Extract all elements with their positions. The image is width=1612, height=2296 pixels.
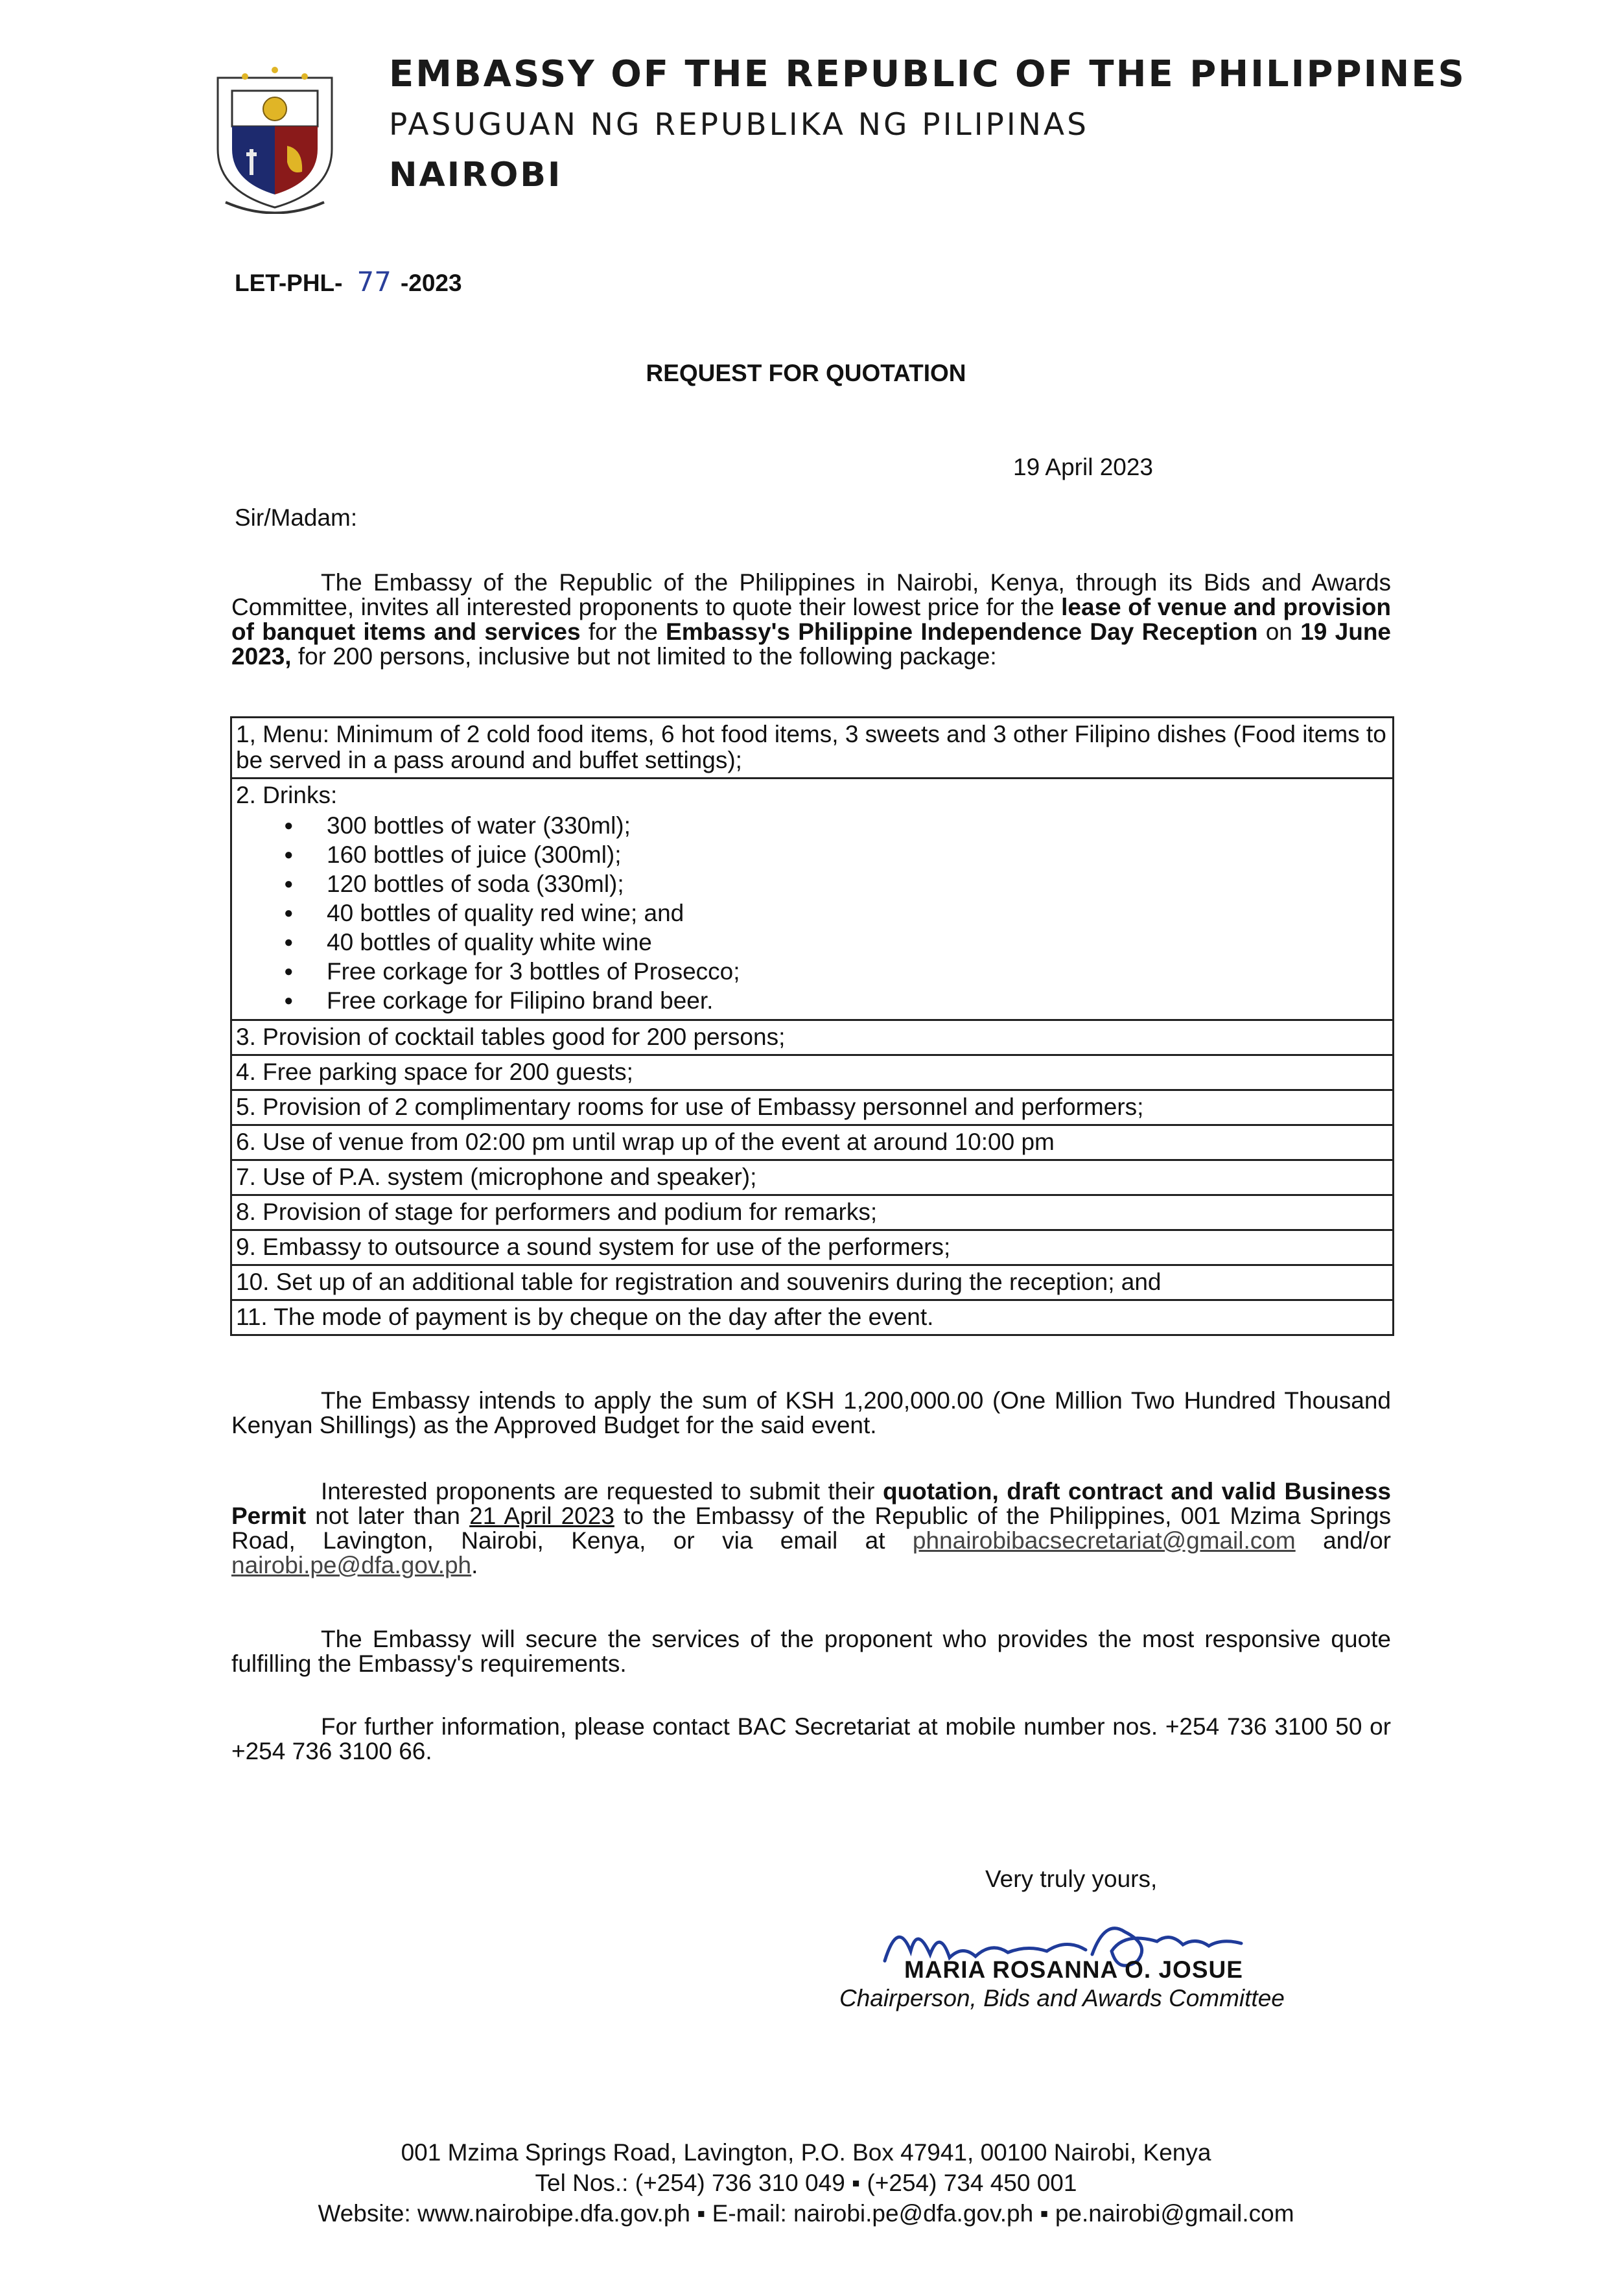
table-row (231, 1125, 1394, 1160)
document-title: REQUEST FOR QUOTATION (646, 360, 966, 386)
list-item: ● 120 bottles of soda (330ml); (327, 869, 1388, 898)
table-row (231, 1230, 1394, 1265)
drinks-list (236, 811, 1388, 1015)
budget-paragraph: The Embassy intends to apply the sum of KSH 1,200,000.00 (One Million Two Hundred Thousand Kenyan Shillings) as the Approved Budget for the said event. (231, 1387, 1391, 1438)
embassy-name-filipino: PASUGUAN NG REPUBLIKA NG PILIPINAS (389, 107, 1089, 143)
letter-date: 19 April 2023 (1013, 454, 1154, 480)
item-4: 4. Free parking space for 200 guests; (231, 1055, 1394, 1090)
secure-paragraph: The Embassy will secure the services of the proponent who provides the most responsive quote fulfilling the Embassy's requirements. (231, 1626, 1391, 1677)
package-items-table (230, 716, 1394, 1336)
list-item: ● 40 bottles of quality red wine; and (327, 898, 1388, 928)
list-item: ● 40 bottles of quality white wine (327, 928, 1388, 957)
item-11: 11. The mode of payment is by cheque on the day after the event. (231, 1300, 1394, 1335)
submission-paragraph: Interested proponents are requested to submit their quotation, draft contract and valid Business Permit not later than 21 April 2023 to the Embassy of the Republic of the Philippines, 001 Mzima Springs Road, Lavington, Nairobi, Kenya, or via email at phnairobibacsecretariat@gmail.com and/or nairobi.pe@dfa.gov.ph. (231, 1478, 1391, 1578)
submission-deadline: 21 April 2023 (469, 1503, 614, 1529)
reference-suffix: -2023 (400, 270, 462, 296)
drinks-item (231, 779, 1394, 1020)
footer-address: 001 Mzima Springs Road, Lavington, P.O. Box 47941, 00100 Nairobi, Kenya (401, 2139, 1211, 2166)
item-9: 9. Embassy to outsource a sound system for use of the performers; (231, 1230, 1394, 1265)
bac-email-link[interactable]: phnairobibacsecretariat@gmail.com (912, 1527, 1296, 1554)
reference-number: 77 (356, 266, 391, 298)
table-row (231, 1265, 1394, 1300)
item-7: 7. Use of P.A. system (microphone and speaker); (231, 1160, 1394, 1195)
embassy-name-english: EMBASSY OF THE REPUBLIC OF THE PHILIPPINES (389, 53, 1466, 95)
table-row (231, 1195, 1394, 1230)
footer-website-email: Website: www.nairobipe.dfa.gov.ph ▪ E-mail: nairobi.pe@dfa.gov.ph ▪ pe.nairobi@gmail.com (318, 2200, 1294, 2227)
drinks-heading: 2. Drinks: (236, 782, 338, 808)
item-10: 10. Set up of an additional table for registration and souvenirs during the reception; and (231, 1265, 1394, 1300)
item-3: 3. Provision of cocktail tables good for 200 persons; (231, 1020, 1394, 1055)
table-row (231, 1020, 1394, 1055)
table-row (231, 1055, 1394, 1090)
list-item: ● 300 bottles of water (330ml); (327, 811, 1388, 840)
table-row (231, 1090, 1394, 1125)
reference-prefix: LET-PHL- (235, 270, 343, 296)
signatory-position: Chairperson, Bids and Awards Committee (839, 1985, 1285, 2011)
table-row (231, 1300, 1394, 1335)
list-item: ● 160 bottles of juice (300ml); (327, 840, 1388, 869)
table-row (231, 718, 1394, 779)
closing: Very truly yours, (985, 1866, 1158, 1892)
salutation: Sir/Madam: (235, 504, 358, 531)
table-row (231, 1160, 1394, 1195)
list-item: ● Free corkage for 3 bottles of Prosecco; (327, 957, 1388, 986)
contact-paragraph: For further information, please contact BAC Secretariat at mobile number nos. +254 736 3100 50 or +254 736 3100 66. (231, 1713, 1391, 1764)
list-item: ● Free corkage for Filipino brand beer. (327, 986, 1388, 1015)
embassy-email-link[interactable]: nairobi.pe@dfa.gov.ph (231, 1552, 472, 1578)
footer-telephone: Tel Nos.: (+254) 736 310 049 ▪ (+254) 734 450 001 (535, 2170, 1077, 2196)
embassy-city: NAIROBI (389, 156, 563, 194)
item-6: 6. Use of venue from 02:00 pm until wrap up of the event at around 10:00 pm (231, 1125, 1394, 1160)
table-row (231, 779, 1394, 1020)
letter-reference (235, 266, 462, 298)
philippine-seal-icon (206, 52, 344, 214)
intro-paragraph: The Embassy of the Republic of the Philippines in Nairobi, Kenya, through its Bids and Awards Committee, invites all interested proponents to quote their lowest price for the lease of venue and provision of banquet items and services for the Embassy's Philippine Independence Day Reception on 19 June 2023, for 200 persons, inclusive but not limited to the following package: (231, 569, 1391, 670)
menu-item: 1, Menu: Minimum of 2 cold food items, 6 hot food items, 3 sweets and 3 other Filipino dishes (Food items to be served in a pass around and buffet settings); (231, 718, 1394, 779)
item-5: 5. Provision of 2 complimentary rooms for use of Embassy personnel and performers; (231, 1090, 1394, 1125)
signatory-name: MARIA ROSANNA O. JOSUE (904, 1956, 1243, 1983)
item-8: 8. Provision of stage for performers and podium for remarks; (231, 1195, 1394, 1230)
